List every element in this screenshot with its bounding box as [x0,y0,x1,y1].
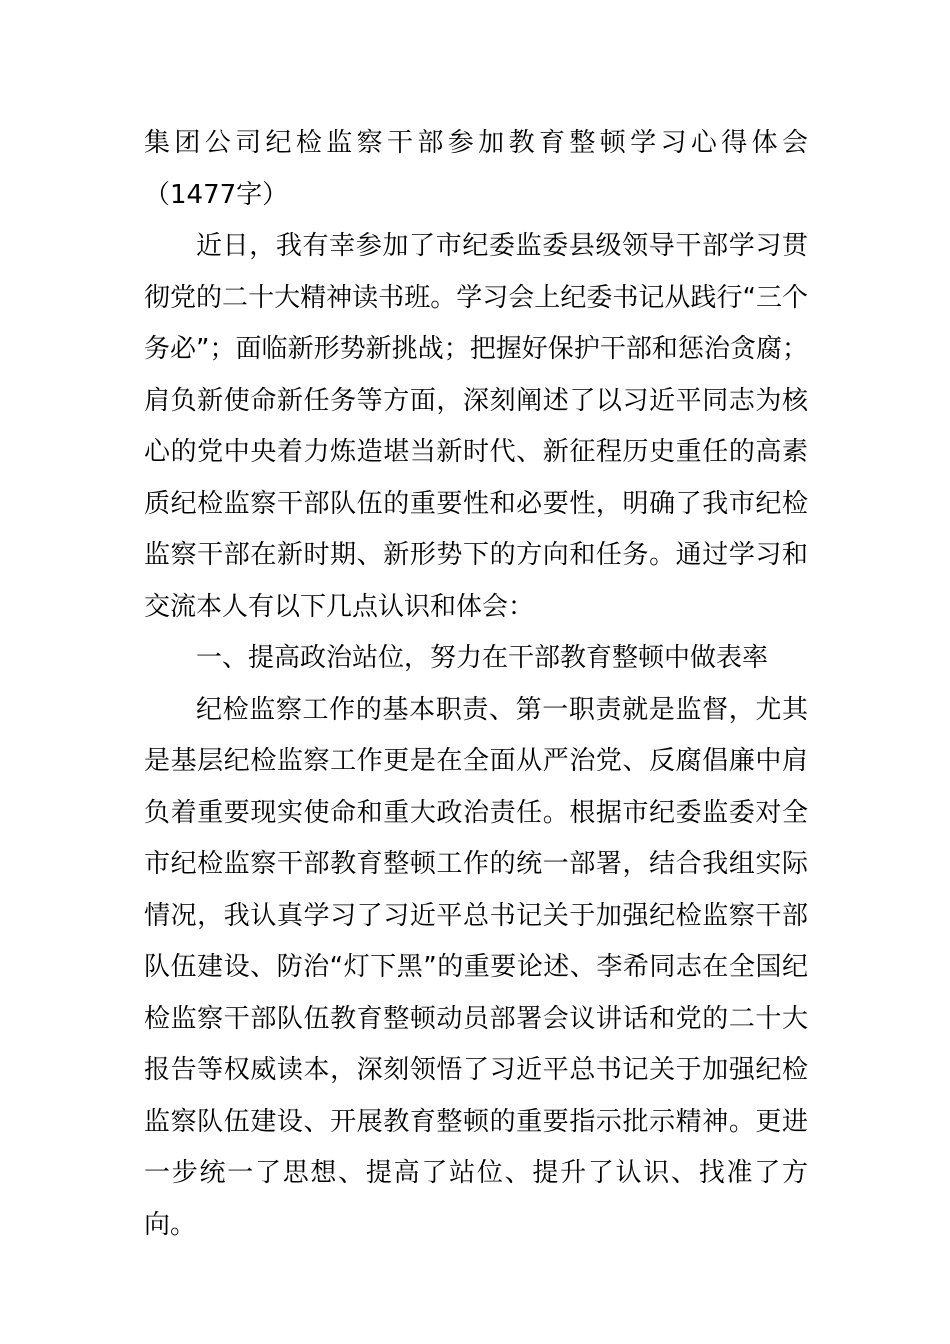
document-title: 集团公司纪检监察干部参加教育整顿学习心得体会（1477字） [144,128,808,210]
paragraph-section-1: 纪检监察工作的基本职责、第一职责就是监督，尤其是基层纪检监察工作更是在全面从严治党、反腐倡廉中肩负着重要现实使命和重大政治责任。根据市纪委监委对全市纪检监察干部教育整顿工作的统一部署，结合我组实际情况，我认真学习了习近平总书记关于加强纪检监察干部队伍建设、防治“灯下黑”的重要论述、李希同志在全国纪检监察干部队伍教育整顿动员部署会议讲话和党的二十大报告等权威读本，深刻领悟了习近平总书记关于加强纪检监察队伍建设、开展教育整顿的重要指示批示精神。更进一步统一了思想、提高了站位、提升了认识、找准了方向。 [144,694,808,1240]
section-heading-1: 一、提高政治站位，努力在干部教育整顿中做表率 [196,643,769,673]
paragraph-intro: 近日，我有幸参加了市纪委监委县级领导干部学习贯彻党的二十大精神读书班。学习会上纪委书记从践行“三个务必”；面临新形势新挑战；把握好保护干部和惩治贪腐；肩负新使命新任务等方面，深刻阐述了以习近平同志为核心的党中央着力炼造堪当新时代、新征程历史重任的高素质纪检监察干部队伍的重要性和必要性，明确了我市纪检监察干部在新时期、新形势下的方向和任务。通过学习和交流本人有以下几点认识和体会： [144,231,808,622]
document-body [144,118,808,1251]
